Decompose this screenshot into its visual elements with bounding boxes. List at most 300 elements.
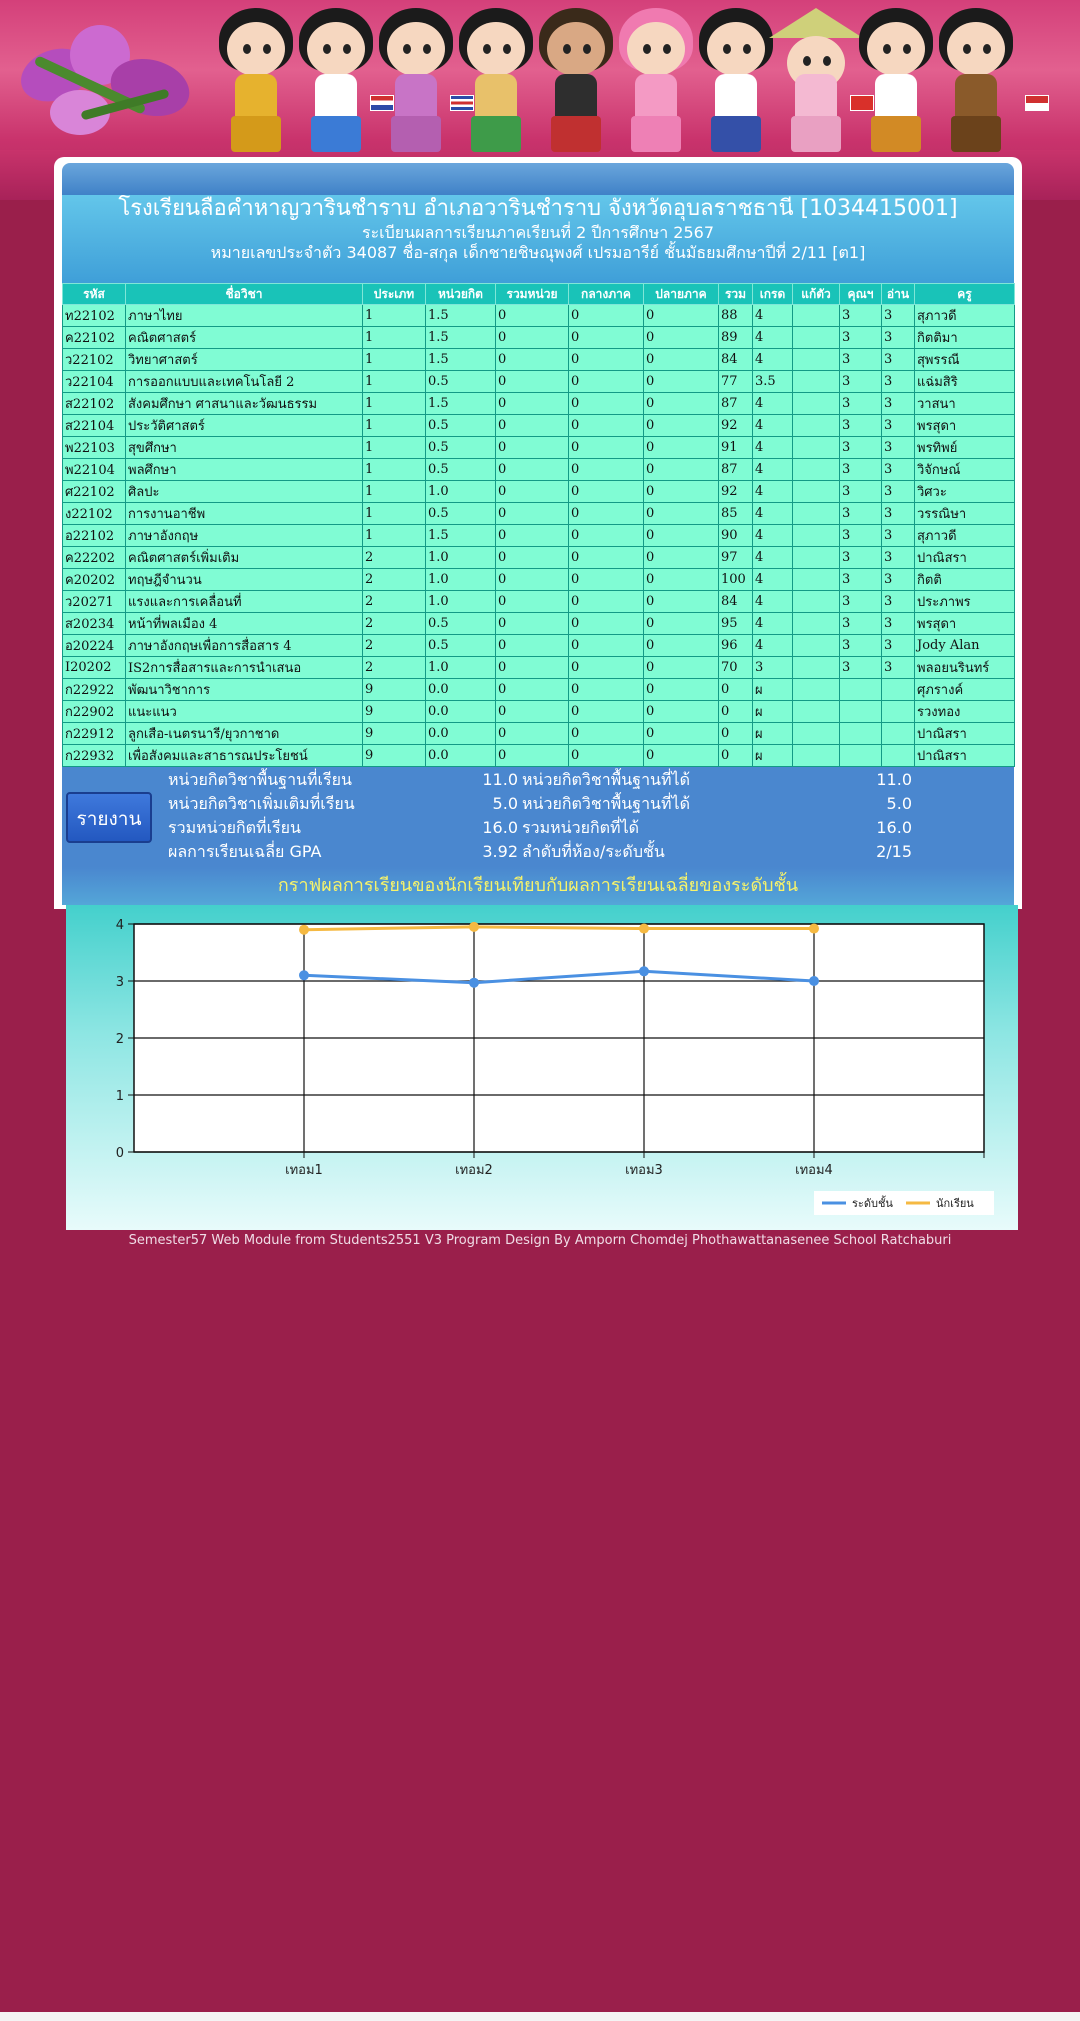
cartoon-child-4 [455, 8, 537, 156]
report-button[interactable]: รายงาน [66, 792, 152, 843]
y-tick-label: 0 [115, 1146, 124, 1161]
table-row [63, 613, 1015, 635]
table-cell [793, 723, 840, 745]
table-cell: 3 [840, 393, 882, 415]
table-cell: 0 [569, 327, 644, 349]
table-cell: 1.0 [426, 591, 496, 613]
summary-value: 16.0 [876, 818, 912, 837]
y-tick-label: 3 [115, 975, 124, 990]
table-cell: สุภาวดี [915, 525, 1015, 547]
table-body [63, 305, 1015, 767]
table-cell: ผ [753, 745, 793, 767]
table-cell: 0 [644, 393, 719, 415]
table-cell: ประภาพร [915, 591, 1015, 613]
table-cell: 0 [569, 679, 644, 701]
grades-table [62, 283, 1015, 767]
table-cell: 3 [882, 393, 915, 415]
flag-icon [450, 95, 474, 111]
x-tick-label: เทอม2 [455, 1163, 493, 1178]
data-point [299, 970, 309, 980]
table-cell: ผ [753, 723, 793, 745]
table-cell: 0.5 [426, 635, 496, 657]
table-cell: 3 [882, 305, 915, 327]
table-row [63, 635, 1015, 657]
table-row [63, 723, 1015, 745]
table-cell: 0 [496, 657, 569, 679]
table-cell: วิจักษณ์ [915, 459, 1015, 481]
table-cell: 0 [496, 613, 569, 635]
column-header: แก้ตัว [793, 284, 840, 305]
table-cell: 4 [753, 459, 793, 481]
table-cell [793, 745, 840, 767]
table-cell: 0 [644, 613, 719, 635]
table-cell: 0 [569, 657, 644, 679]
table-cell [793, 349, 840, 371]
table-cell: 0 [569, 701, 644, 723]
table-cell: คณิตศาสตร์เพิ่มเติม [126, 547, 363, 569]
table-cell: ส22102 [63, 393, 126, 415]
table-cell: 0 [644, 657, 719, 679]
cartoon-child-1 [215, 8, 297, 156]
table-cell [882, 701, 915, 723]
table-cell: IS2การสื่อสารและการนำเสนอ [126, 657, 363, 679]
column-header: รวม [719, 284, 753, 305]
table-cell: 4 [753, 503, 793, 525]
table-cell: 0 [496, 327, 569, 349]
table-cell: 84 [719, 591, 753, 613]
table-cell: 3 [840, 635, 882, 657]
table-cell [793, 525, 840, 547]
table-cell: สุขศึกษา [126, 437, 363, 459]
table-cell: 100 [719, 569, 753, 591]
table-cell: ส20234 [63, 613, 126, 635]
cartoon-child-6 [615, 8, 697, 156]
table-cell: 3 [840, 547, 882, 569]
column-header: อ่าน [882, 284, 915, 305]
table-cell: รวงทอง [915, 701, 1015, 723]
table-row [63, 525, 1015, 547]
table-cell: แรงและการเคลื่อนที่ [126, 591, 363, 613]
table-row [63, 415, 1015, 437]
table-cell [793, 371, 840, 393]
table-cell [793, 481, 840, 503]
table-cell: 3 [840, 613, 882, 635]
table-row [63, 503, 1015, 525]
table-cell: 1 [363, 305, 426, 327]
table-cell: ท22102 [63, 305, 126, 327]
table-cell: 4 [753, 305, 793, 327]
table-cell: 3 [840, 437, 882, 459]
table-cell: 87 [719, 459, 753, 481]
table-cell: ภาษาอังกฤษเพื่อการสื่อสาร 4 [126, 635, 363, 657]
table-cell: 0 [644, 481, 719, 503]
table-cell: 3 [882, 415, 915, 437]
table-cell: 3 [882, 635, 915, 657]
table-cell [882, 723, 915, 745]
table-cell: ว20271 [63, 591, 126, 613]
table-cell: 3 [840, 481, 882, 503]
table-cell: ก22902 [63, 701, 126, 723]
table-cell: 1.0 [426, 657, 496, 679]
table-cell: ภาษาอังกฤษ [126, 525, 363, 547]
table-cell: 0 [496, 745, 569, 767]
table-cell: 0 [496, 569, 569, 591]
table-cell: 0 [496, 723, 569, 745]
table-cell: ลูกเสือ-เนตรนารี/ยุวกาชาด [126, 723, 363, 745]
table-cell: 3 [882, 569, 915, 591]
table-cell: 0 [496, 591, 569, 613]
gpa-line-chart [66, 905, 1018, 1230]
table-cell: 0 [496, 437, 569, 459]
table-cell: 87 [719, 393, 753, 415]
table-cell: 91 [719, 437, 753, 459]
table-cell: 3 [882, 503, 915, 525]
table-cell: 0 [496, 393, 569, 415]
report-header [62, 195, 1014, 283]
table-cell: 2 [363, 635, 426, 657]
table-cell: 0 [644, 503, 719, 525]
table-cell: 4 [753, 481, 793, 503]
table-cell: ประวัติศาสตร์ [126, 415, 363, 437]
table-cell: 0 [644, 327, 719, 349]
table-cell: พ22104 [63, 459, 126, 481]
table-cell: 3.5 [753, 371, 793, 393]
table-cell: ปาณิสรา [915, 547, 1015, 569]
table-cell: ปาณิสรา [915, 723, 1015, 745]
table-cell [793, 503, 840, 525]
table-cell: 0 [644, 547, 719, 569]
table-cell [793, 679, 840, 701]
table-cell: พรสุดา [915, 415, 1015, 437]
table-cell: 77 [719, 371, 753, 393]
data-point [809, 976, 819, 986]
summary-label: หน่วยกิตวิชาพื้นฐานที่เรียน [168, 770, 352, 789]
table-row [63, 569, 1015, 591]
table-cell: 0.0 [426, 701, 496, 723]
table-cell: พรสุดา [915, 613, 1015, 635]
table-row [63, 371, 1015, 393]
table-cell: 0 [644, 525, 719, 547]
table-cell: 2 [363, 613, 426, 635]
summary-label: รวมหน่วยกิตที่เรียน [168, 818, 301, 837]
table-cell: 0 [569, 371, 644, 393]
column-header: รหัส [63, 284, 126, 305]
column-header: ครู [915, 284, 1015, 305]
table-cell: 3 [882, 547, 915, 569]
table-cell [840, 723, 882, 745]
table-cell: 0 [569, 745, 644, 767]
table-cell: 0 [569, 393, 644, 415]
table-cell: 0 [569, 503, 644, 525]
table-header-row [63, 284, 1015, 305]
x-tick-label: เทอม1 [285, 1163, 323, 1178]
table-cell: 0 [644, 635, 719, 657]
summary-value: 2/15 [876, 842, 912, 861]
table-row [63, 327, 1015, 349]
summary-label: หน่วยกิตวิชาเพิ่มเติมที่เรียน [168, 794, 355, 813]
table-cell: 0 [569, 415, 644, 437]
table-cell: 4 [753, 613, 793, 635]
table-cell: 0 [496, 547, 569, 569]
table-cell: 1 [363, 481, 426, 503]
table-cell [882, 745, 915, 767]
table-cell: 0 [644, 679, 719, 701]
table-cell: 2 [363, 547, 426, 569]
table-row [63, 657, 1015, 679]
summary-label: หน่วยกิตวิชาพื้นฐานที่ได้ [522, 794, 690, 813]
table-cell: I20202 [63, 657, 126, 679]
data-point [639, 966, 649, 976]
table-cell: 90 [719, 525, 753, 547]
table-cell [793, 591, 840, 613]
table-cell: 70 [719, 657, 753, 679]
data-point [299, 925, 309, 935]
cartoon-child-7 [695, 8, 777, 156]
table-cell: 2 [363, 569, 426, 591]
table-cell: 0 [569, 305, 644, 327]
table-cell: 0 [644, 569, 719, 591]
table-cell: 0 [644, 701, 719, 723]
table-cell: 2 [363, 657, 426, 679]
cartoon-child-8 [775, 8, 857, 156]
column-header: กลางภาค [569, 284, 644, 305]
table-cell: 0 [719, 701, 753, 723]
table-cell: สุพรรณี [915, 349, 1015, 371]
table-cell: สังคมศึกษา ศาสนาและวัฒนธรรม [126, 393, 363, 415]
table-cell: พลศึกษา [126, 459, 363, 481]
table-cell: ปาณิสรา [915, 745, 1015, 767]
table-cell: 0 [569, 635, 644, 657]
legend-label: นักเรียน [936, 1197, 974, 1210]
table-cell: เพื่อสังคมและสาธารณประโยชน์ [126, 745, 363, 767]
table-cell: 0 [496, 679, 569, 701]
summary-value: 16.0 [482, 818, 518, 837]
table-cell: ค20202 [63, 569, 126, 591]
table-cell: 4 [753, 569, 793, 591]
table-cell: 97 [719, 547, 753, 569]
table-row [63, 393, 1015, 415]
column-header: คุณฯ [840, 284, 882, 305]
table-cell: 0 [569, 481, 644, 503]
table-cell [793, 547, 840, 569]
table-cell: 1 [363, 525, 426, 547]
y-tick-label: 2 [115, 1032, 124, 1047]
table-cell: แนะแนว [126, 701, 363, 723]
table-cell: 0.5 [426, 371, 496, 393]
cartoon-child-5 [535, 8, 617, 156]
table-cell: 0 [569, 613, 644, 635]
table-cell: ค22202 [63, 547, 126, 569]
table-cell: 0 [569, 723, 644, 745]
table-cell: 3 [882, 349, 915, 371]
data-point [469, 978, 479, 988]
table-cell: 0 [569, 525, 644, 547]
table-cell: 1.5 [426, 393, 496, 415]
table-row [63, 591, 1015, 613]
table-cell: 3 [840, 415, 882, 437]
x-tick-label: เทอม4 [795, 1163, 833, 1178]
table-cell: 0 [496, 415, 569, 437]
table-cell: การออกแบบและเทคโนโลยี 2 [126, 371, 363, 393]
table-row [63, 305, 1015, 327]
summary-value: 11.0 [876, 770, 912, 789]
table-cell: 3 [840, 371, 882, 393]
flag-icon [850, 95, 874, 111]
table-cell [793, 393, 840, 415]
table-row [63, 437, 1015, 459]
table-cell: 1.5 [426, 349, 496, 371]
table-cell: 3 [840, 305, 882, 327]
table-cell: 3 [840, 569, 882, 591]
cartoon-child-3 [375, 8, 457, 156]
column-header: เกรด [753, 284, 793, 305]
table-cell: พลอยนรินทร์ [915, 657, 1015, 679]
table-cell: 9 [363, 745, 426, 767]
table-cell: 4 [753, 525, 793, 547]
table-cell: 1.0 [426, 481, 496, 503]
table-cell: 0 [496, 503, 569, 525]
table-cell: วิทยาศาสตร์ [126, 349, 363, 371]
table-cell: 1 [363, 459, 426, 481]
table-cell: ผ [753, 701, 793, 723]
table-cell [793, 437, 840, 459]
table-cell: 1 [363, 393, 426, 415]
table-cell: 4 [753, 635, 793, 657]
table-cell: 9 [363, 679, 426, 701]
table-cell [793, 657, 840, 679]
table-cell: 0.5 [426, 459, 496, 481]
student-info: หมายเลขประจำตัว 34087 ชื่อ-สกุล เด็กชายชิษณุพงศ์ เปรมอารีย์ ชั้นมัธยมศึกษาปีที่ 2/11 [ต1] [210, 243, 866, 262]
table-cell: 0 [569, 591, 644, 613]
table-cell: 85 [719, 503, 753, 525]
table-cell: 0 [496, 481, 569, 503]
table-cell: ศิลปะ [126, 481, 363, 503]
chart-area [66, 905, 1018, 1230]
table-cell: 3 [882, 459, 915, 481]
data-point [809, 924, 819, 934]
y-tick-label: 1 [115, 1089, 124, 1104]
table-cell: 88 [719, 305, 753, 327]
table-cell: 3 [840, 327, 882, 349]
table-cell [793, 305, 840, 327]
table-cell: ก22932 [63, 745, 126, 767]
panel-cap [62, 163, 1014, 197]
legend-label: ระดับชั้น [852, 1197, 893, 1210]
flag-icon [370, 95, 394, 111]
table-cell: สุภาวดี [915, 305, 1015, 327]
table-cell: ว22104 [63, 371, 126, 393]
table-cell: 0 [644, 745, 719, 767]
flag-icon [1025, 95, 1049, 111]
y-tick-label: 4 [115, 918, 124, 933]
column-header: รวมหน่วย [496, 284, 569, 305]
table-cell: 3 [840, 503, 882, 525]
table-cell: 4 [753, 547, 793, 569]
table-cell: ศ22102 [63, 481, 126, 503]
data-point [639, 924, 649, 934]
table-cell: 0 [569, 569, 644, 591]
table-cell: 0.0 [426, 723, 496, 745]
table-cell: 0 [496, 305, 569, 327]
table-cell: ทฤษฎีจำนวน [126, 569, 363, 591]
table-cell: 4 [753, 437, 793, 459]
table-cell: 0.5 [426, 613, 496, 635]
table-cell: ศุภรางค์ [915, 679, 1015, 701]
table-cell: 0.0 [426, 745, 496, 767]
table-cell: 4 [753, 393, 793, 415]
table-cell: 0.0 [426, 679, 496, 701]
table-cell [793, 569, 840, 591]
table-cell: คณิตศาสตร์ [126, 327, 363, 349]
table-cell: 4 [753, 591, 793, 613]
summary-value: 11.0 [482, 770, 518, 789]
table-cell: 4 [753, 327, 793, 349]
table-cell: 0.5 [426, 503, 496, 525]
table-cell [793, 415, 840, 437]
table-cell: 3 [882, 591, 915, 613]
table-cell [793, 635, 840, 657]
summary-label: ผลการเรียนเฉลี่ย GPA [168, 842, 322, 861]
table-cell: 0 [569, 459, 644, 481]
table-cell: 4 [753, 415, 793, 437]
table-cell [793, 613, 840, 635]
column-header: ประเภท [363, 284, 426, 305]
table-cell [793, 701, 840, 723]
table-cell [840, 679, 882, 701]
cartoon-child-9 [855, 8, 937, 156]
column-header: ปลายภาค [644, 284, 719, 305]
table-row [63, 547, 1015, 569]
table-cell: แฉ่มสิริ [915, 371, 1015, 393]
table-cell: 92 [719, 415, 753, 437]
table-cell: 0 [644, 415, 719, 437]
table-cell: 0 [569, 349, 644, 371]
table-cell: 92 [719, 481, 753, 503]
cartoon-child-10 [935, 8, 1017, 156]
table-cell: 0 [719, 723, 753, 745]
orchid-flower-image [10, 20, 210, 150]
column-header: ชื่อวิชา [126, 284, 363, 305]
chart-title: กราฟผลการเรียนของนักเรียนเทียบกับผลการเรียนเฉลี่ยของระดับชั้น [277, 875, 799, 896]
table-cell: พรทิพย์ [915, 437, 1015, 459]
table-cell: 0 [644, 437, 719, 459]
table-cell: 84 [719, 349, 753, 371]
chart-title-bar [62, 867, 1014, 905]
table-cell: 0 [719, 745, 753, 767]
table-cell: 0 [496, 635, 569, 657]
table-cell: 4 [753, 349, 793, 371]
data-point [469, 922, 479, 932]
table-cell: 2 [363, 591, 426, 613]
table-cell: 1.5 [426, 305, 496, 327]
table-cell: 0 [644, 591, 719, 613]
table-cell: ค22102 [63, 327, 126, 349]
table-cell: 1 [363, 327, 426, 349]
table-cell: 1 [363, 371, 426, 393]
table-cell: 0.5 [426, 437, 496, 459]
summary-value: 5.0 [492, 794, 518, 813]
report-subtitle: ระเบียนผลการเรียนภาคเรียนที่ 2 ปีการศึกษา 2567 [361, 223, 715, 242]
x-tick-label: เทอม3 [625, 1163, 663, 1178]
table-cell: 1.0 [426, 569, 496, 591]
table-cell: 0 [719, 679, 753, 701]
summary-value: 3.92 [482, 842, 518, 861]
table-cell: 3 [753, 657, 793, 679]
table-cell: 0 [644, 723, 719, 745]
table-cell: 3 [840, 657, 882, 679]
table-cell: 89 [719, 327, 753, 349]
table-row [63, 679, 1015, 701]
